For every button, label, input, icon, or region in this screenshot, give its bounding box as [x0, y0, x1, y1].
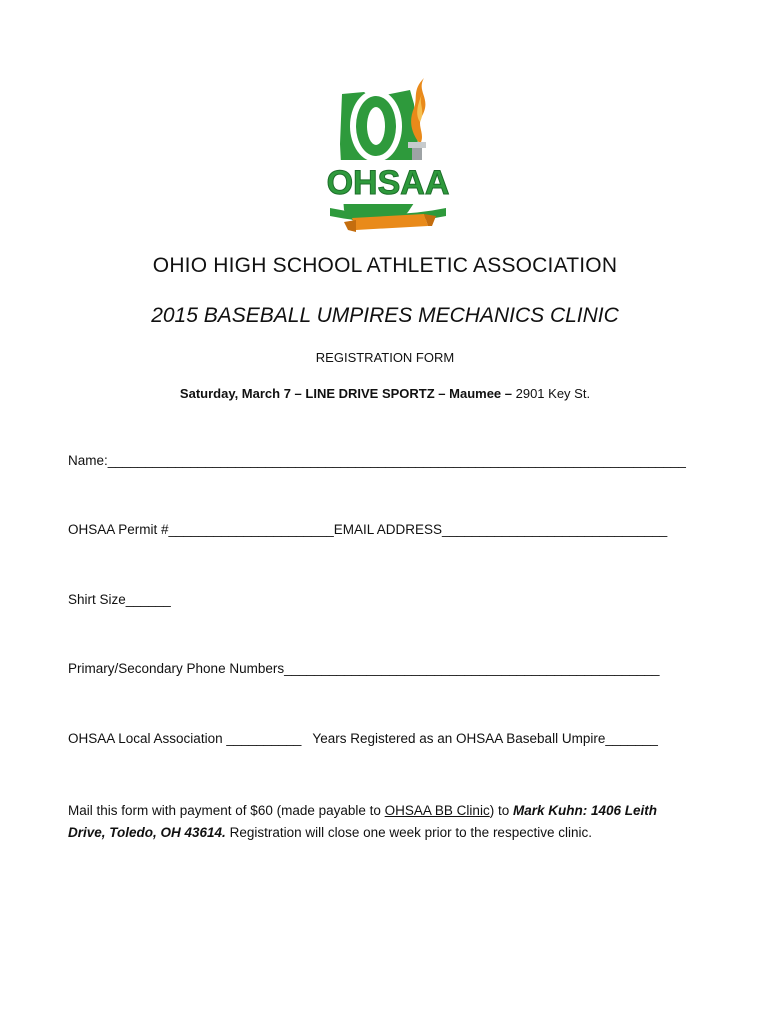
mail-text-2: ) to [489, 803, 513, 818]
phone-numbers-field[interactable]: Primary/Secondary Phone Numbers__________________________________________________ [68, 661, 660, 676]
shirt-size-field[interactable]: Shirt Size______ [68, 592, 171, 607]
logo-wordmark: OHSAA [326, 164, 450, 202]
form-label: REGISTRATION FORM [315, 350, 455, 365]
event-address: 2901 Key St. [512, 386, 591, 401]
mail-text-1: Mail this form with payment of $60 (made payable to [68, 803, 385, 818]
name-field[interactable]: Name:_____________________________________________________________________________ [68, 453, 686, 468]
payee-name: OHSAA BB Clinic [384, 803, 490, 818]
mail-text-3: Registration will close one week prior to the respective clinic. [225, 825, 592, 840]
event-details [0, 386, 770, 401]
clinic-title: 2015 BASEBALL UMPIRES MECHANICS CLINIC [151, 304, 619, 327]
local-association-years-field[interactable]: OHSAA Local Association __________ Years Registered as an OHSAA Baseball Umpire_______ [68, 731, 658, 746]
ohsaa-logo [312, 64, 462, 234]
event-date-venue: Saturday, March 7 – LINE DRIVE SPORTZ – Maumee – [179, 386, 512, 401]
permit-email-field[interactable]: OHSAA Permit #______________________EMAIL ADDRESS______________________________ [68, 522, 668, 537]
mailing-address: Mark Kuhn: 1406 Leith Drive, Toledo, OH 43614. [68, 803, 657, 840]
mail-instructions [68, 800, 688, 844]
org-title: OHIO HIGH SCHOOL ATHLETIC ASSOCIATION [152, 254, 618, 277]
ohsaa-logo-graphic [312, 64, 462, 234]
